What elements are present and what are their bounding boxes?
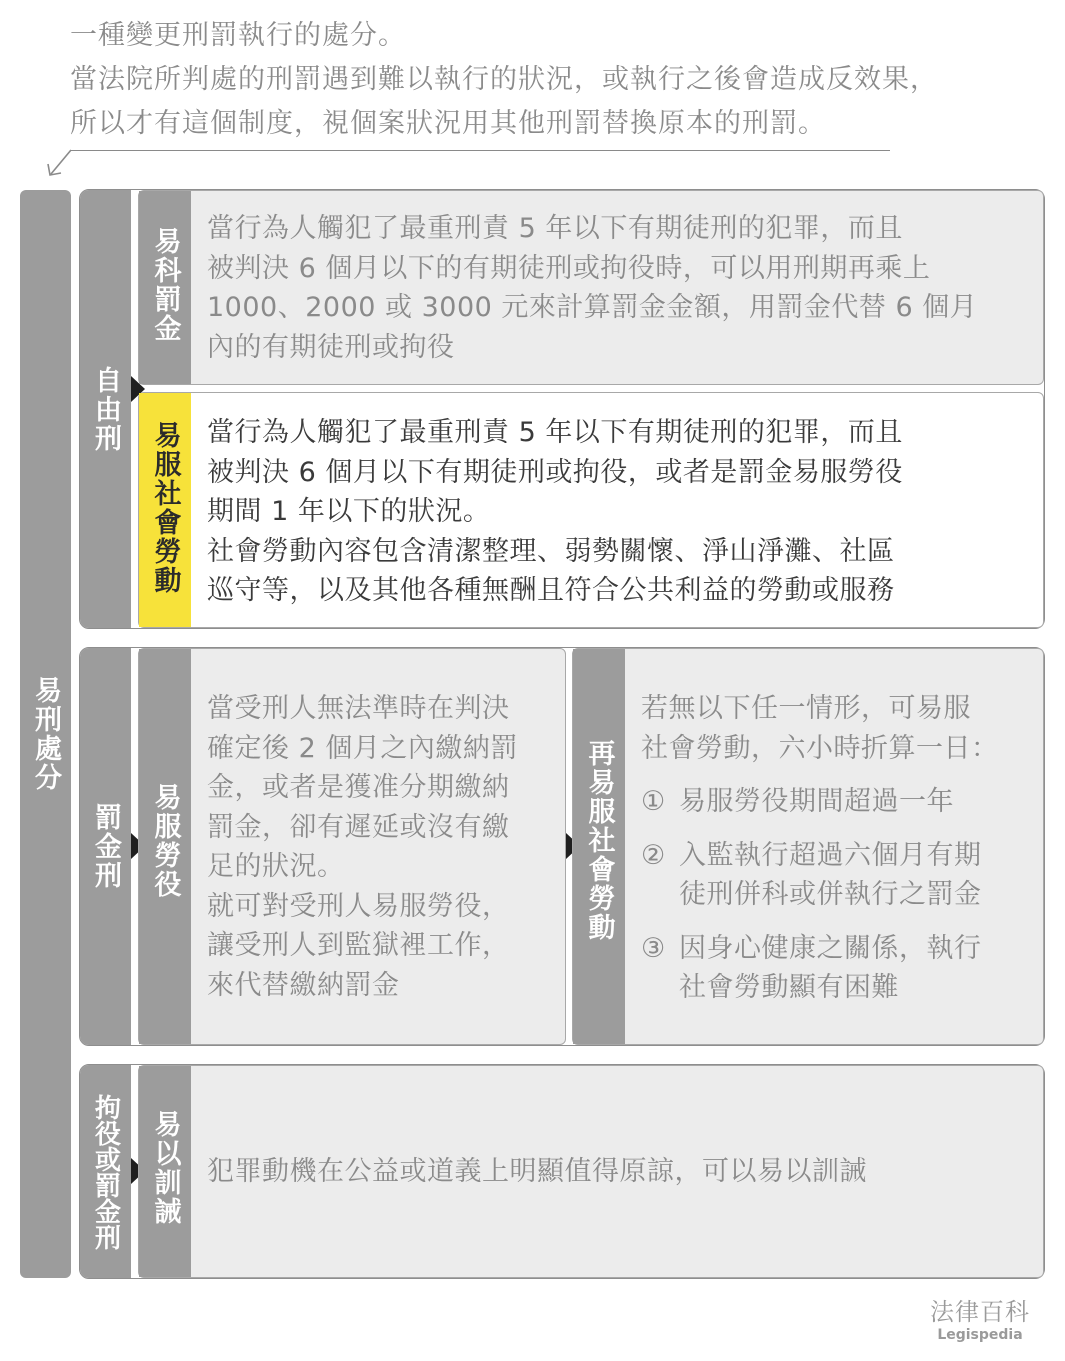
text-line: 罰金，卻有遲延或沒有繳 (207, 811, 510, 843)
text-line: 易服勞役期間超過一年 (679, 786, 954, 817)
intro-line: 一種變更刑罰執行的處分。 (70, 20, 406, 51)
text-line: 入監執行超過六個月有期 (679, 839, 982, 871)
labor-service-text (207, 689, 518, 1005)
commute-to-fine-text (207, 209, 977, 367)
intro-underline (70, 150, 890, 151)
text-line: 被判決 6 個月以下的有期徒刑或拘役時，可以用刑期再乘上 (207, 252, 931, 284)
text-line: 確定後 2 個月之內繳納罰 (207, 732, 518, 764)
intro-line: 所以才有這個制度，視個案狀況用其他刑罰替換原本的刑罰。 (70, 108, 826, 139)
detention-or-fine-label: 拘役或罰金刑 (90, 1093, 121, 1250)
admonition-tab (139, 1066, 191, 1277)
labor-service-label: 易服勞役 (149, 783, 181, 899)
text-line: 社會勞動，六小時折算一日： (641, 732, 999, 764)
pointer-arrow-icon (44, 148, 74, 180)
item-number: ② (641, 839, 666, 871)
text-line: 社會勞動內容包含清潔整理、弱勢關懷、淨山淨灘、社區 (207, 535, 895, 567)
text-line: 當受刑人無法準時在判決 (207, 693, 510, 724)
condition-item (641, 929, 999, 1008)
detention-or-fine-label-bar (80, 1065, 131, 1278)
condition-item (641, 782, 999, 822)
admonition-label: 易以訓誡 (149, 1110, 181, 1226)
text-line: 期間 1 年以下的狀況。 (207, 496, 491, 527)
condition-item (641, 836, 999, 915)
text-line: 當行為人觸犯了最重刑責 5 年以下有期徒刑的犯罪，而且 (207, 213, 903, 244)
text-line: 因身心健康之關係，執行 (679, 932, 982, 964)
fine-penalty-label: 罰金刑 (90, 803, 121, 890)
text-line: 被判決 6 個月以下有期徒刑或拘役，或者是罰金易服勞役 (207, 456, 903, 488)
commute-to-fine-label: 易科罰金 (149, 227, 181, 343)
text-line: 就可對受刑人易服勞役， (207, 890, 510, 922)
root-label-bar (20, 190, 71, 1278)
community-service-text (207, 413, 903, 611)
labor-service-tab (139, 649, 191, 1044)
text-line: 讓受刑人到監獄裡工作， (207, 930, 510, 961)
text-line: 徒刑併科或併執行之罰金 (679, 879, 982, 910)
intro-text (70, 14, 1050, 146)
text-line: 來代替繳納罰金 (207, 969, 400, 1001)
text-line: 社會勞動顯有困難 (679, 972, 899, 1003)
legispedia-logo (930, 1292, 1030, 1343)
root-label: 易刑處分 (30, 676, 61, 792)
community-service-label: 易服社會勞動 (149, 421, 181, 595)
liberty-penalty-label: 自由刑 (90, 365, 121, 453)
text-line: 若無以下任一情形，可易服 (641, 693, 971, 724)
item-number: ③ (641, 932, 666, 964)
re-community-service-text (641, 689, 999, 1008)
item-number: ① (641, 786, 666, 817)
re-community-service-label: 再易服社會勞動 (583, 739, 615, 942)
intro-line: 當法院所判處的刑罰遇到難以執行的狀況，或執行之後會造成反效果， (70, 64, 938, 95)
re-community-service-tab (573, 649, 625, 1044)
text-line: 金，或者是獲准分期繳納 (207, 772, 510, 803)
text-line: 當行為人觸犯了最重刑責 5 年以下有期徒刑的犯罪，而且 (207, 417, 903, 448)
commute-to-fine-tab (139, 191, 191, 384)
logo-chinese: 法律百科 (930, 1298, 1030, 1326)
text-line: 巡守等，以及其他各種無酬且符合公共利益的勞動或服務 (207, 575, 895, 606)
text-line: 犯罪動機在公益或道義上明顯值得原諒，可以易以訓誡 (207, 1156, 867, 1187)
text-line: 內的有期徒刑或拘役 (207, 331, 455, 363)
liberty-penalty-label-bar (80, 190, 131, 628)
fine-penalty-label-bar (80, 648, 131, 1045)
text-line: 足的狀況。 (207, 851, 345, 882)
logo-english: Legispedia (937, 1327, 1023, 1343)
community-service-tab (139, 393, 191, 627)
text-line: 1000、2000 或 3000 元來計算罰金金額，用罰金代替 6 個月 (207, 292, 978, 323)
admonition-text (207, 1152, 867, 1192)
